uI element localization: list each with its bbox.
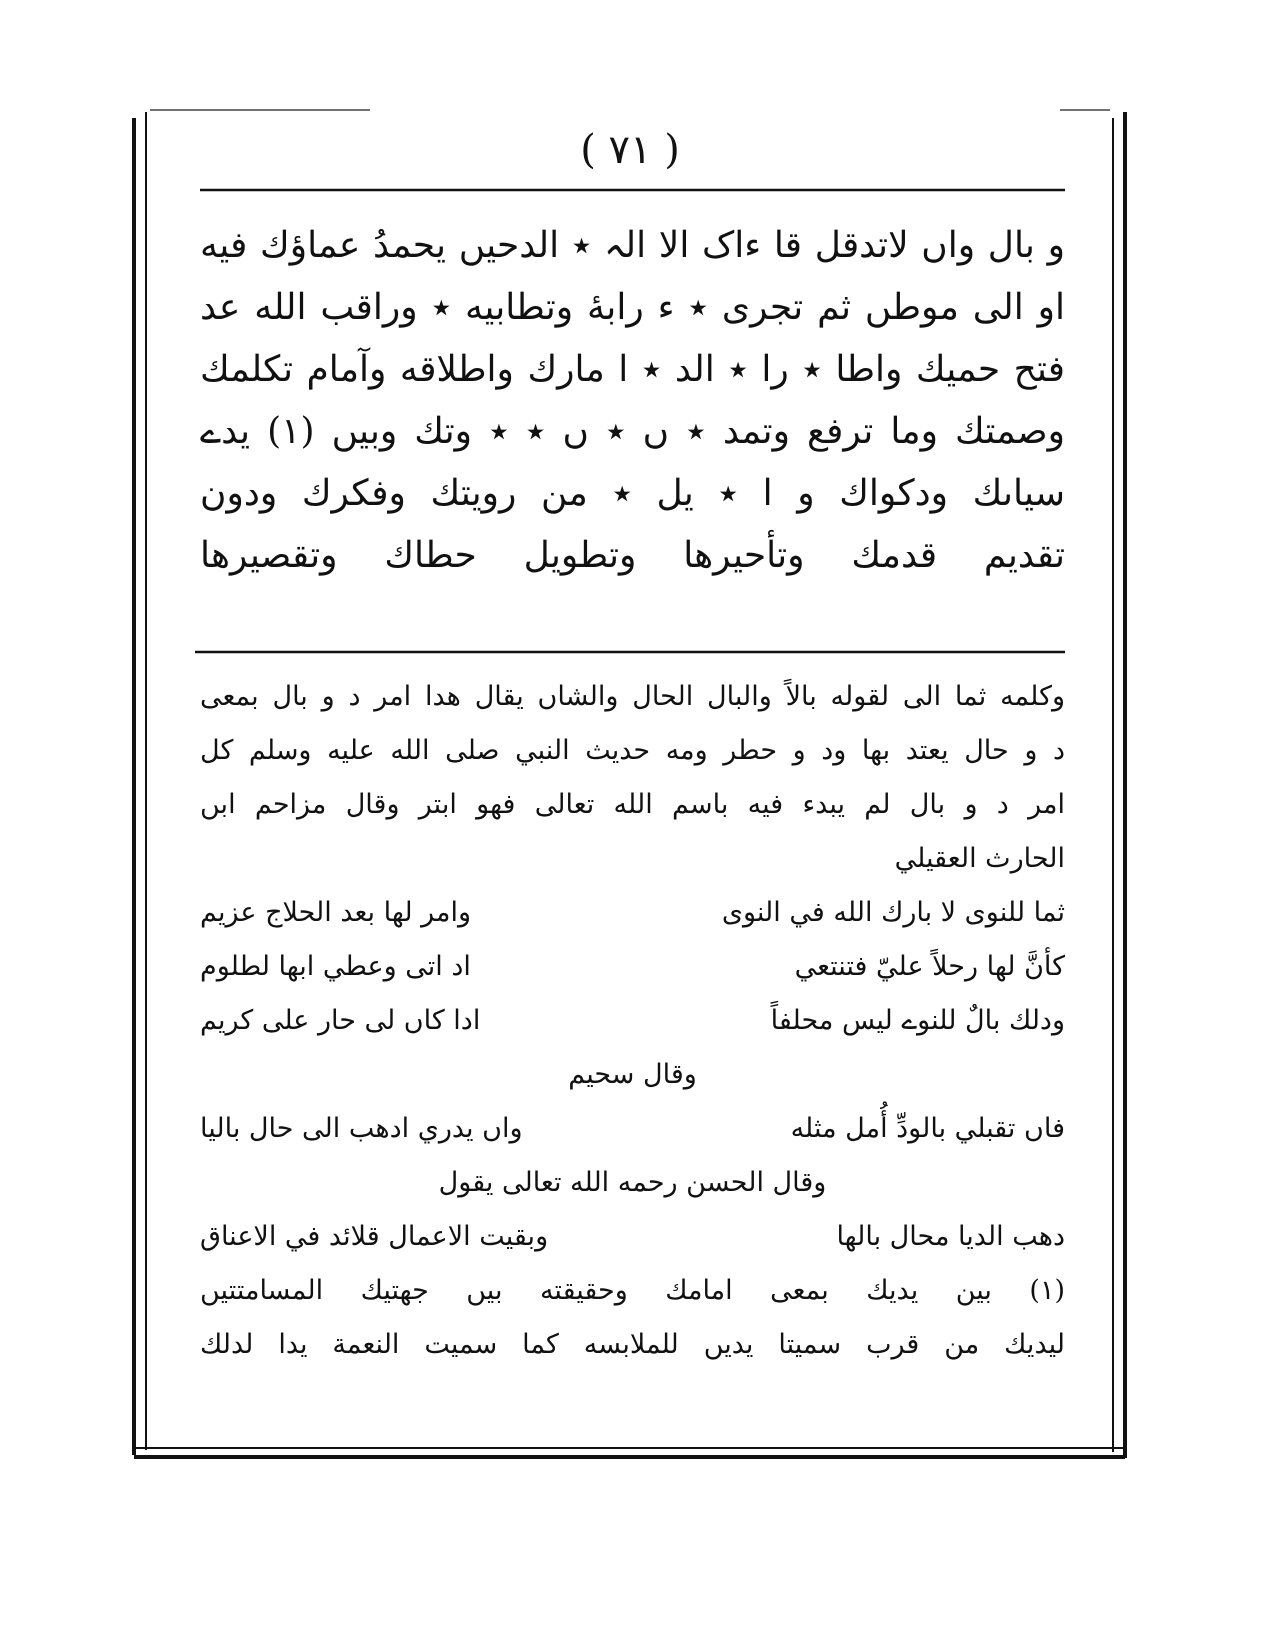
main-text-block — [200, 215, 1065, 587]
main-text-line: تقدیم قدمك وتأحیرها وتطویل حطاك وتقصیرها — [200, 535, 1065, 576]
verse-hemistich-right: ثما للنوی لا بارك الله في النوی — [721, 897, 1065, 928]
main-text-line: وصمتك وما ترفع وتمد ٭ ں ٭ ں ٭ ٭ وتك وبیں (١) یدے — [200, 411, 1065, 452]
main-text-line: و بال واں لاتدقل قا ءاک الا الہ ٭ الدحیں یحمدُ عماؤك فیه — [200, 225, 1065, 266]
verse-hemistich-left: وبقیت الاعمال قلائد في الاعناق — [200, 1221, 549, 1252]
commentary-block — [200, 670, 1065, 1372]
commentary-line: الحارث العقیلي — [894, 843, 1065, 874]
verse-intro: وقال سحیم — [568, 1059, 697, 1090]
commentary-line: امر د و بال لم یبدء فیه باسم الله تعالی فهو ابتر وقال مزاحم ابں — [200, 789, 1065, 820]
verse-line — [200, 940, 1065, 994]
page-number: ( ٧١ ) — [580, 127, 680, 173]
verse-line — [200, 1102, 1065, 1156]
footnote-line: (١) بین یدیك بمعی امامك وحقیقته بیں جهتیك المسامتتیں — [200, 1275, 1065, 1306]
verse-hemistich-left: واں یدري ادهب الی حال بالیا — [200, 1113, 523, 1144]
verse-intro: وقال الحسن رحمه الله تعالی یقول — [438, 1167, 827, 1198]
commentary-line: وكلمه ثما الی لقوله بالاً والبال الحال والشاں یقال هدا امر د و بال بمعی — [200, 681, 1065, 712]
verse-hemistich-right: دهب الدیا محال بالها — [836, 1221, 1065, 1252]
main-text-line: فتح حمیك واطا ٭ را ٭ الد ٭ ا مارك واطلاقه وآمام تكلمك — [200, 349, 1065, 390]
verse-hemistich-right: كأنَّ لها رحلاً عليّ فتنتعي — [794, 951, 1065, 982]
verse-line — [200, 1210, 1065, 1264]
verse-line — [200, 994, 1065, 1048]
verse-hemistich-right: فاں تقبلي بالودِّ أُمل مثله — [790, 1113, 1065, 1144]
verse-hemistich-right: ودلك بالٌ للنوے لیس محلفاً — [770, 1005, 1065, 1036]
verse-line — [200, 886, 1065, 940]
commentary-line: د و حال یعتد بها ود و حطر ومه حدیث النبي صلى الله علیه وسلم كل — [200, 735, 1065, 766]
main-text-line: سیاںك ودكواك و ا ٭ یل ٭ من رویتك وفكرك ودون — [200, 473, 1065, 514]
footnote-line: لیدیك من قرب سمیتا یدیں للملابسه كما سمیت النعمة یدا لدلك — [200, 1329, 1065, 1360]
verse-hemistich-left: ادا كاں لی حار علی كریم — [200, 1005, 481, 1036]
main-text-line: او الی موطں ثم تجری ٭ ء رابهٔ وتطابیه ٭ وراقب الله عد — [200, 287, 1065, 328]
verse-hemistich-left: وامر لها بعد الحلاج عزیم — [200, 897, 472, 928]
verse-hemistich-left: اد اتی وعطي ابها لطلوم — [200, 951, 471, 982]
